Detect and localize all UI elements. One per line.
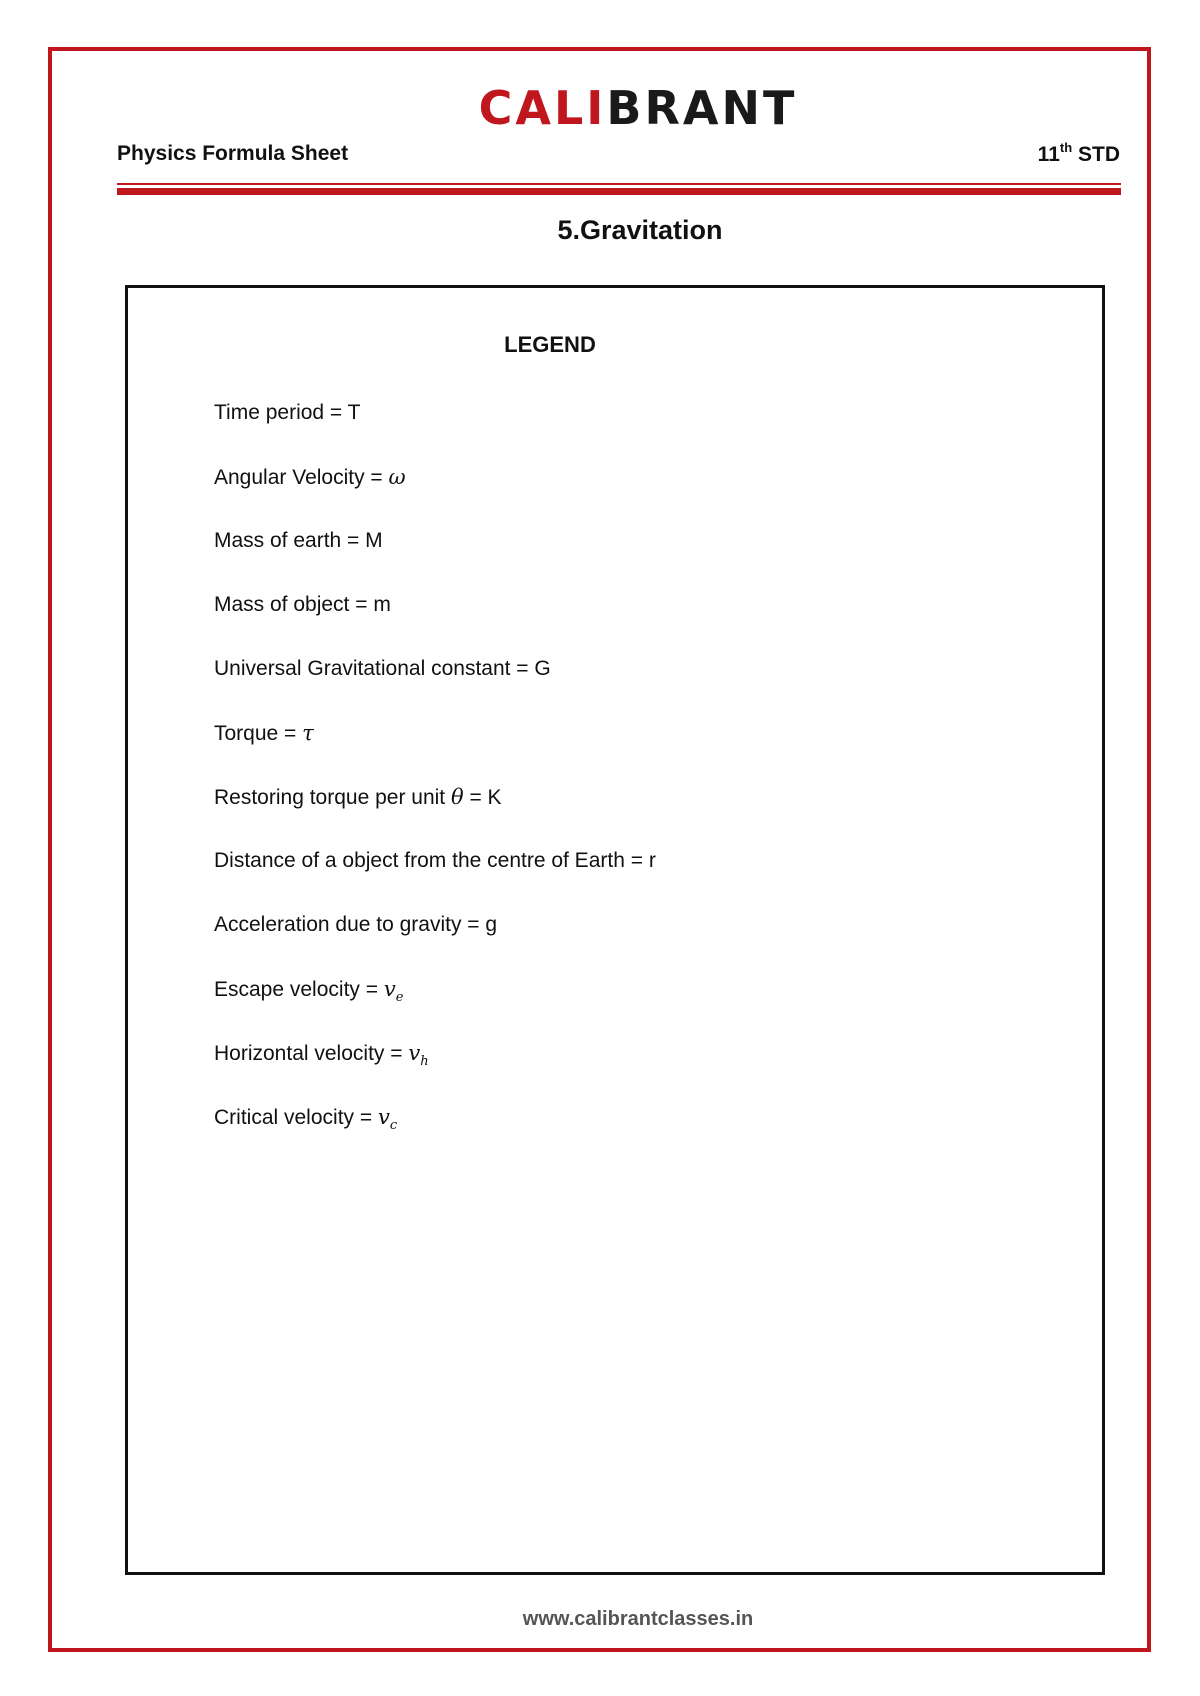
legend-item <box>214 720 656 784</box>
legend-item-symbol: T <box>347 401 361 424</box>
legend-item-subscript: c <box>389 1118 398 1133</box>
sheet-title: Physics Formula Sheet <box>117 142 349 165</box>
legend-item-symbol: m <box>373 593 391 616</box>
header-rule-thin <box>117 183 1121 185</box>
chapter-title: 5.Gravitation <box>557 215 723 245</box>
legend-item-symbol: θ <box>450 785 464 809</box>
legend-list <box>214 400 656 1168</box>
legend-item-subscript: e <box>395 990 404 1005</box>
legend-item-label: Universal Gravitational constant = <box>214 657 535 680</box>
legend-item-symbol: τ <box>302 721 314 745</box>
standard-suffix: th <box>1059 140 1073 155</box>
brand-logo-part2: BRANT <box>606 81 798 135</box>
legend-item <box>214 1104 656 1168</box>
legend-item <box>214 1040 656 1104</box>
legend-item-label: Horizontal velocity = <box>214 1042 409 1065</box>
legend-item <box>214 400 656 464</box>
legend-item <box>214 976 656 1040</box>
legend-item <box>214 464 656 528</box>
legend-item-label: Mass of object = <box>214 593 374 616</box>
legend-item <box>214 656 656 720</box>
legend-item-label: Mass of earth = <box>214 529 366 552</box>
legend-item-label: Critical velocity = <box>214 1106 378 1129</box>
legend-item-subscript: h <box>420 1054 429 1069</box>
legend-item <box>214 592 656 656</box>
standard-label <box>1038 140 1120 167</box>
standard-number: 11 <box>1037 143 1060 166</box>
legend-item-symbol: G <box>534 657 551 680</box>
header-rule-thick <box>117 188 1121 195</box>
legend-item-label: Acceleration due to gravity = <box>214 913 486 936</box>
legend-item-value: = K <box>463 786 502 809</box>
legend-item-symbol: r <box>648 849 656 872</box>
legend-item <box>214 912 656 976</box>
legend-item <box>214 848 656 912</box>
legend-item-symbol: M <box>365 529 383 552</box>
footer-website[interactable]: www.calibrantclasses.in <box>522 1608 754 1630</box>
legend-item <box>214 528 656 592</box>
standard-text: STD <box>1078 143 1120 166</box>
legend-item-symbol: v <box>408 1041 421 1065</box>
brand-logo <box>0 80 1200 136</box>
legend-item-symbol: ω <box>388 465 406 489</box>
brand-logo-part1: CALI <box>478 81 607 135</box>
legend-item-symbol: v <box>377 1105 390 1129</box>
legend-item-label: Distance of a object from the centre of Earth = <box>214 849 649 872</box>
legend-item-label: Torque = <box>214 722 303 745</box>
legend-item-label: Angular Velocity = <box>214 466 389 489</box>
legend-title: LEGEND <box>504 332 596 357</box>
legend-item-symbol: v <box>383 977 396 1001</box>
legend-item-label: Escape velocity = <box>214 978 384 1001</box>
legend-item <box>214 784 656 848</box>
legend-item-symbol: g <box>485 913 498 936</box>
legend-item-label: Time period = <box>214 401 348 424</box>
legend-item-label: Restoring torque per unit <box>214 786 451 809</box>
